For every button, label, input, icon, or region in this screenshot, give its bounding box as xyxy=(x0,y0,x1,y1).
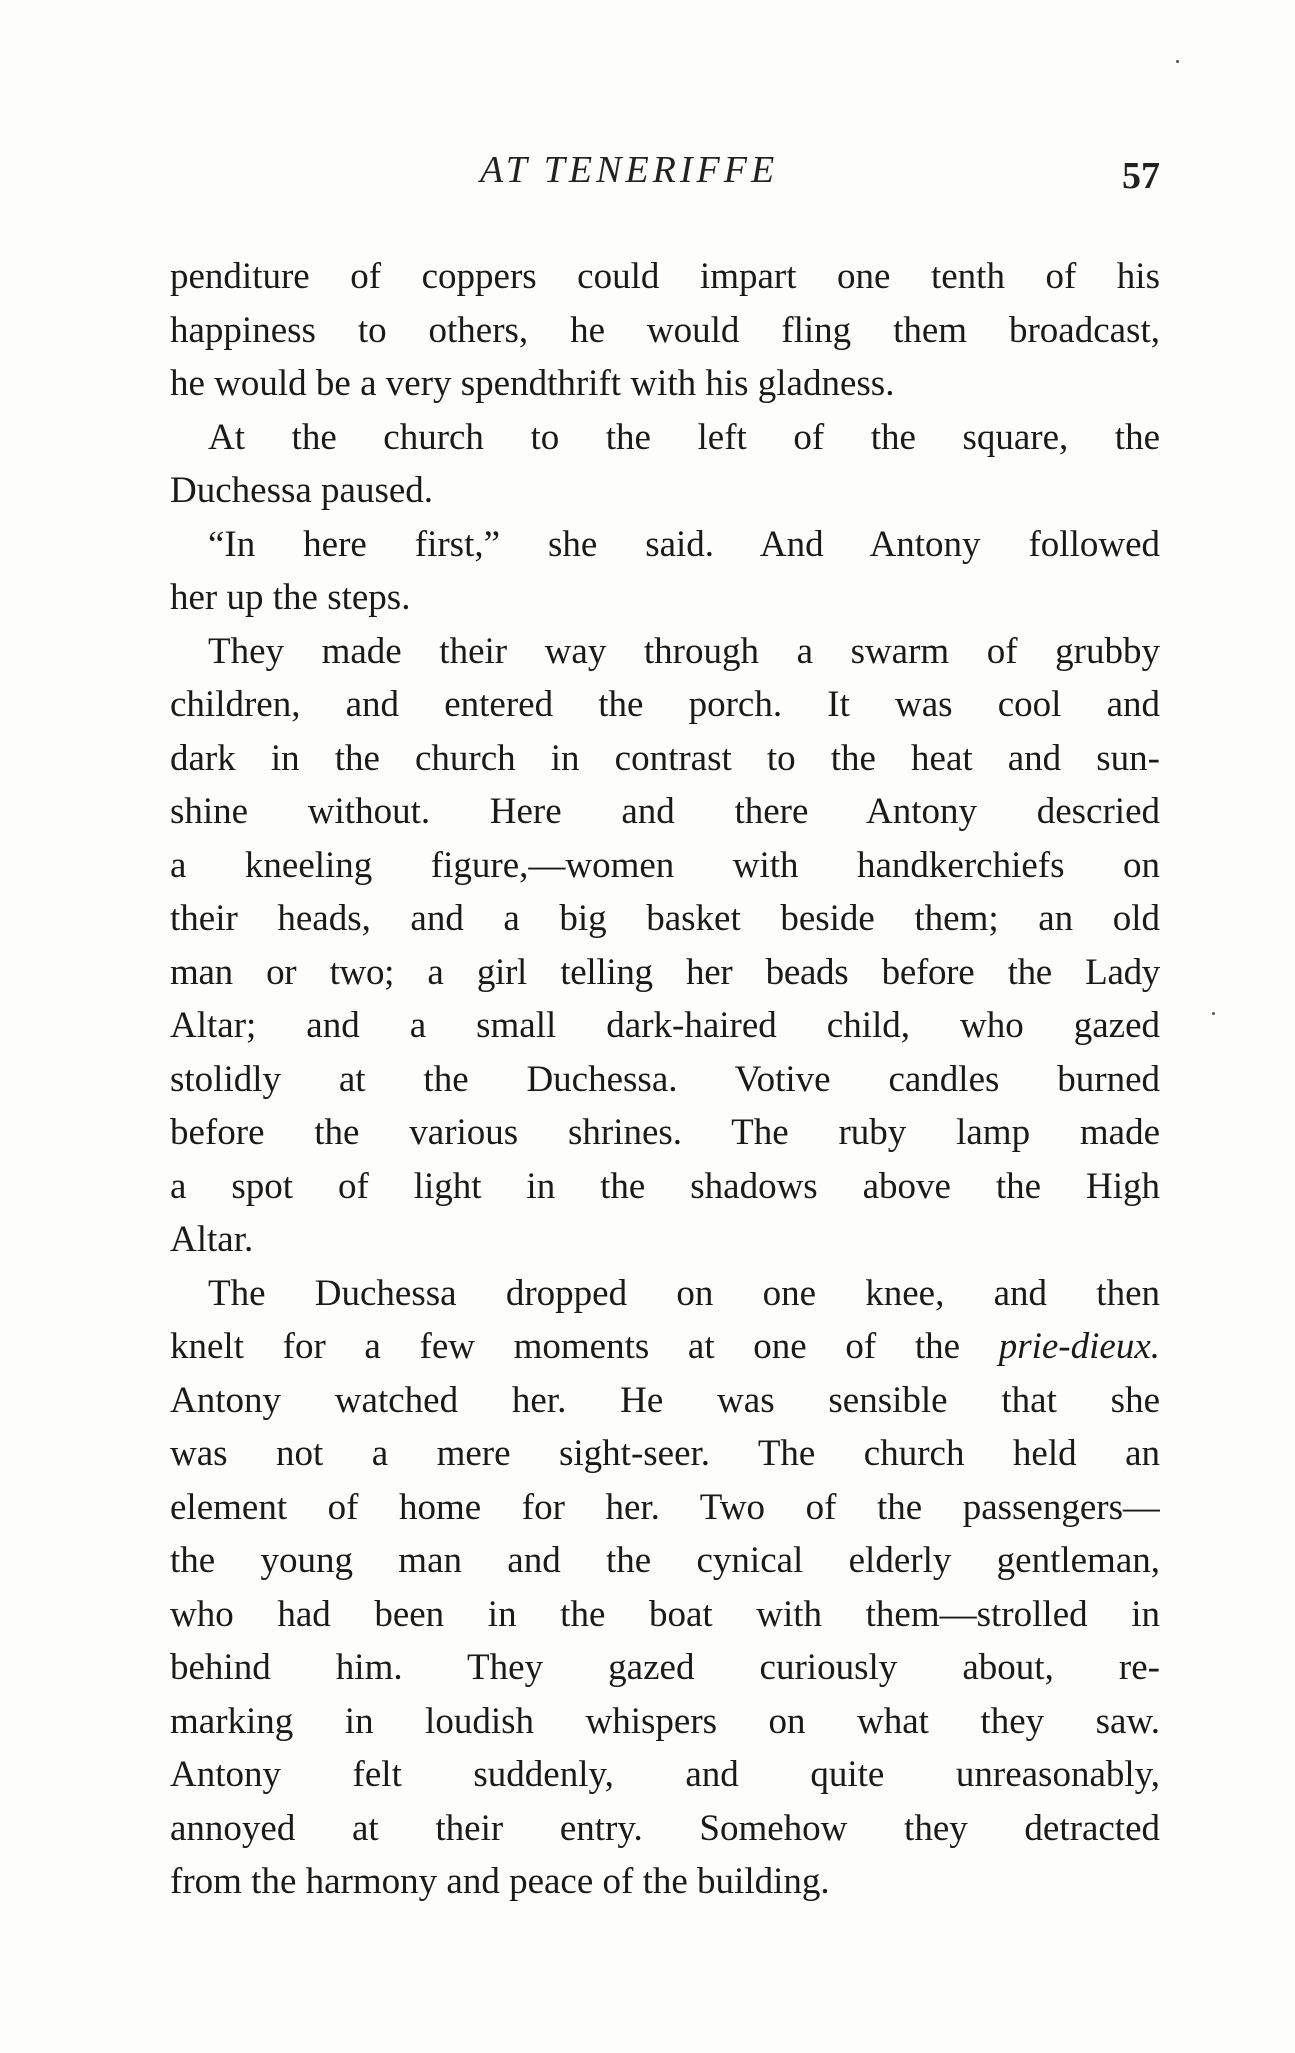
text-line: Altar. xyxy=(170,1219,254,1260)
text-fragment: knelt for a few moments at one of the xyxy=(170,1326,999,1367)
text-line: he would be a very spendthrift with his gladness. xyxy=(170,363,895,404)
text-line: behind him. They gazed curiously about, re- xyxy=(170,1647,1160,1688)
text-line: “In here first,” she said. And Antony followed xyxy=(208,523,1160,565)
text-line: a kneeling figure,—women with handkerchiefs on xyxy=(170,844,1160,886)
text-line: children, and entered the porch. It was cool and xyxy=(170,684,1160,725)
text-line: stolidly at the Duchessa. Votive candles burned xyxy=(170,1058,1160,1100)
text-line: who had been in the boat with them—strolled in xyxy=(170,1593,1160,1635)
running-head xyxy=(170,148,1160,208)
text-line: annoyed at their entry. Somehow they detracted xyxy=(170,1807,1160,1849)
text-line: a spot of light in the shadows above the High xyxy=(170,1165,1160,1207)
text-line: Duchessa paused. xyxy=(170,470,434,511)
text-line: her up the steps. xyxy=(170,577,411,618)
paper-speck xyxy=(1212,1012,1215,1015)
text-line: At the church to the left of the square, the xyxy=(208,416,1160,458)
text-line: before the various shrines. The ruby lamp made xyxy=(170,1112,1160,1153)
text-line: Altar; and a small dark-haired child, who gazed xyxy=(170,1005,1160,1046)
paper-speck xyxy=(1176,60,1179,63)
text-line: man or two; a girl telling her beads before the Lady xyxy=(170,951,1160,993)
text-line: dark in the church in contrast to the heat and sun- xyxy=(170,737,1160,779)
text-line xyxy=(170,1320,1160,1374)
text-line: Antony felt suddenly, and quite unreasonably, xyxy=(170,1754,1160,1795)
body-text xyxy=(170,250,1160,1909)
text-line: penditure of coppers could impart one tenth of his xyxy=(170,256,1160,297)
page-number: 57 xyxy=(1122,155,1160,197)
text-line: element of home for her. Two of the passengers— xyxy=(170,1486,1160,1528)
text-line: shine without. Here and there Antony descried xyxy=(170,791,1160,832)
text-line: marking in loudish whispers on what they saw. xyxy=(170,1700,1160,1742)
text-line: was not a mere sight-seer. The church held an xyxy=(170,1433,1160,1474)
running-title: AT TENERIFFE xyxy=(480,149,779,191)
text-line: Antony watched her. He was sensible that she xyxy=(170,1379,1160,1421)
text-line: the young man and the cynical elderly gentleman, xyxy=(170,1540,1160,1581)
text-line: happiness to others, he would fling them broadcast, xyxy=(170,309,1160,351)
italic-term: prie-dieux. xyxy=(998,1326,1160,1367)
text-line: their heads, and a big basket beside them; an old xyxy=(170,898,1160,939)
text-line: They made their way through a swarm of grubby xyxy=(208,630,1160,672)
text-line: from the harmony and peace of the building. xyxy=(170,1861,830,1902)
text-line: The Duchessa dropped on one knee, and then xyxy=(208,1272,1160,1314)
